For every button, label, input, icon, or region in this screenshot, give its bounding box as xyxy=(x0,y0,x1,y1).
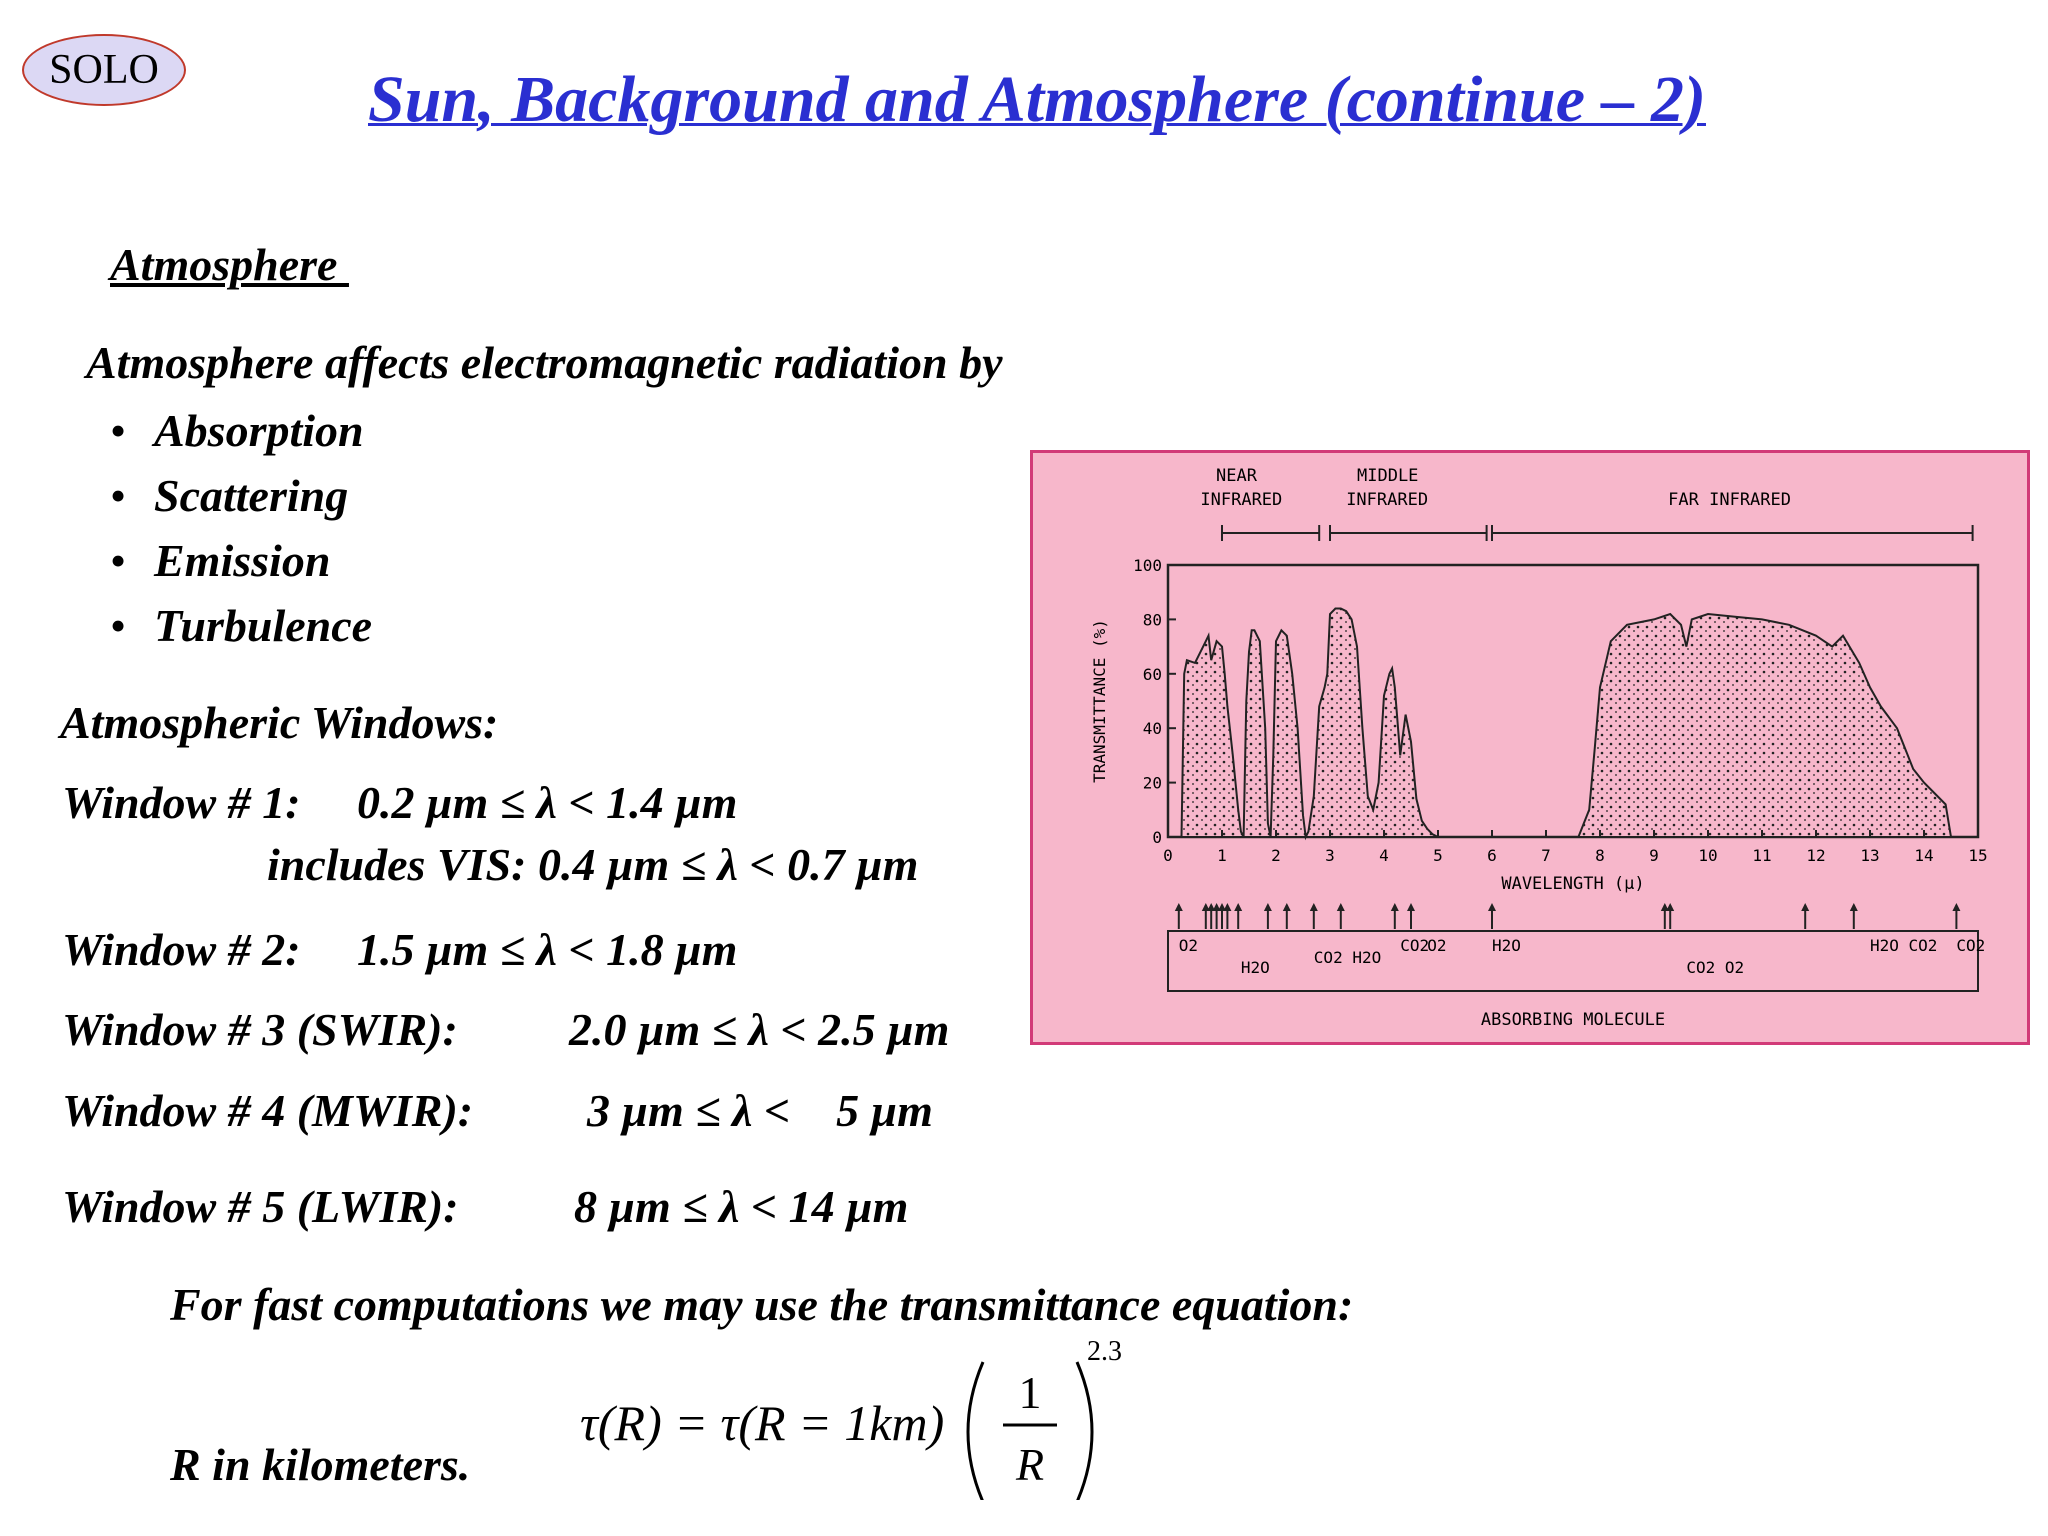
x-tick-label: 7 xyxy=(1541,846,1551,865)
absorber-arrowhead xyxy=(1337,903,1345,911)
absorber-label: H2O CO2 xyxy=(1870,936,1938,955)
section-heading: Atmosphere xyxy=(110,239,349,290)
page-title: Sun, Background and Atmosphere (continue – 2) xyxy=(368,63,1706,136)
equation-denominator: R xyxy=(1015,1439,1045,1490)
window-3-range: 2.0 µm ≤ λ < 2.5 µm xyxy=(569,1004,950,1055)
equation-intro: For fast computations we may use the transmittance equation: xyxy=(170,1279,1354,1330)
x-tick-label: 9 xyxy=(1649,846,1659,865)
window-5-label: Window # 5 (LWIR): xyxy=(62,1181,459,1232)
window-3-label: Window # 3 (SWIR): xyxy=(62,1004,458,1055)
window-4-label: Window # 4 (MWIR): xyxy=(62,1085,474,1136)
band-label-near-1: NEAR xyxy=(1216,466,1257,486)
right-paren-icon xyxy=(1077,1362,1092,1500)
x-tick-label: 14 xyxy=(1914,846,1934,865)
bullet-text: Scattering xyxy=(154,470,349,521)
absorber-label: CO2 O2 xyxy=(1686,958,1745,977)
y-tick-label: 100 xyxy=(1133,556,1162,575)
x-tick-label: 2 xyxy=(1271,846,1281,865)
band-label-middle-2: INFRARED xyxy=(1346,490,1429,510)
y-tick-label: 20 xyxy=(1142,773,1162,793)
absorbers-panel xyxy=(1168,903,1985,1030)
left-paren-icon xyxy=(968,1362,983,1500)
x-tick-label: 3 xyxy=(1325,846,1335,865)
window-4-range: 3 µm ≤ λ < 5 µm xyxy=(587,1085,933,1136)
x-tick-label: 6 xyxy=(1487,846,1497,865)
bullet-icon: • xyxy=(110,405,127,456)
windows-heading: Atmospheric Windows: xyxy=(60,697,499,748)
absorber-arrowhead xyxy=(1488,903,1496,911)
units-note: R in kilometers. xyxy=(170,1439,471,1490)
absorber-label: CO2 xyxy=(1956,936,1986,955)
absorber-label: O2 xyxy=(1178,936,1199,955)
y-tick-label: 60 xyxy=(1142,664,1162,684)
logo-text: SOLO xyxy=(49,47,159,93)
absorber-label: H2O xyxy=(1240,958,1270,977)
absorbers-frame xyxy=(1168,931,1978,991)
y-tick-label: 0 xyxy=(1152,828,1162,847)
equation-lhs: τ(R) = τ(R = 1km) xyxy=(580,1395,945,1451)
absorber-arrowhead xyxy=(1264,903,1272,911)
absorber-arrowhead xyxy=(1801,903,1809,911)
transmittance-chart-svg xyxy=(1033,453,2033,1048)
bullet-text: Emission xyxy=(154,535,331,586)
y-tick-label: 40 xyxy=(1142,719,1162,739)
absorber-arrowhead xyxy=(1407,903,1415,911)
x-axis-label: WAVELENGTH (µ) xyxy=(1501,874,1645,894)
y-tick-label: 80 xyxy=(1142,610,1162,630)
absorber-arrowhead xyxy=(1666,903,1674,911)
x-tick-label: 13 xyxy=(1860,846,1880,865)
window-2-range: 1.5 µm ≤ λ < 1.8 µm xyxy=(357,924,738,975)
window-2-label: Window # 2: xyxy=(62,924,301,975)
x-tick-label: 15 xyxy=(1968,846,1988,865)
equation-svg xyxy=(575,1340,1135,1500)
x-tick-label: 12 xyxy=(1806,846,1826,865)
x-tick-label: 5 xyxy=(1433,846,1443,865)
window-1-label: Window # 1: xyxy=(62,777,301,828)
absorber-arrowhead xyxy=(1283,903,1291,911)
window-5-range: 8 µm ≤ λ < 14 µm xyxy=(574,1181,909,1232)
absorber-arrowhead xyxy=(1310,903,1318,911)
bullet-icon: • xyxy=(110,535,127,586)
window-1-vis-range: includes VIS: 0.4 µm ≤ λ < 0.7 µm xyxy=(267,839,919,890)
transmittance-series xyxy=(1182,609,1952,838)
absorber-label: H2O xyxy=(1492,936,1521,955)
band-label-near-2: INFRARED xyxy=(1200,490,1283,510)
absorber-arrowhead xyxy=(1391,903,1399,911)
bullet-text: Absorption xyxy=(154,405,364,456)
absorber-arrowhead xyxy=(1952,903,1960,911)
absorbers-caption: ABSORBING MOLECULE xyxy=(1480,1010,1666,1030)
list-item xyxy=(110,528,372,593)
x-tick-label: 0 xyxy=(1163,846,1173,865)
x-axis xyxy=(1163,830,1987,894)
absorber-label: O2 xyxy=(1427,936,1447,955)
absorber-arrowhead xyxy=(1850,903,1858,911)
x-tick-label: 4 xyxy=(1379,846,1389,865)
equation-exponent: 2.3 xyxy=(1087,1340,1122,1367)
transmittance-chart xyxy=(1030,450,2030,1045)
bullet-icon: • xyxy=(110,470,127,521)
absorber-label: CO2 xyxy=(1400,936,1430,955)
transmittance-equation xyxy=(575,1340,1135,1505)
list-item xyxy=(110,463,372,528)
y-axis xyxy=(1090,556,1176,847)
absorber-arrowhead xyxy=(1175,903,1183,911)
list-item xyxy=(110,398,372,463)
y-axis-label: TRANSMITTANCE (%) xyxy=(1090,619,1109,783)
bullet-text: Turbulence xyxy=(154,600,373,651)
transmittance-area xyxy=(1182,609,1952,838)
x-tick-label: 11 xyxy=(1752,846,1772,865)
band-label-far: FAR INFRARED xyxy=(1668,490,1792,510)
solo-logo xyxy=(22,34,186,106)
list-item xyxy=(110,593,372,658)
window-1-range: 0.2 µm ≤ λ < 1.4 µm xyxy=(357,777,738,828)
band-labels xyxy=(1200,466,1972,541)
equation-numerator: 1 xyxy=(1018,1367,1042,1418)
effects-list xyxy=(110,398,372,658)
x-tick-label: 10 xyxy=(1698,846,1718,865)
x-tick-label: 8 xyxy=(1595,846,1605,865)
bullet-icon: • xyxy=(110,600,127,651)
band-label-middle-1: MIDDLE xyxy=(1357,466,1419,486)
absorber-arrowhead xyxy=(1223,903,1231,911)
x-tick-label: 1 xyxy=(1217,846,1227,865)
absorber-arrowhead xyxy=(1234,903,1242,911)
absorber-label: CO2 H2O xyxy=(1313,948,1382,967)
intro-text: Atmosphere affects electromagnetic radiation by xyxy=(86,337,1003,388)
